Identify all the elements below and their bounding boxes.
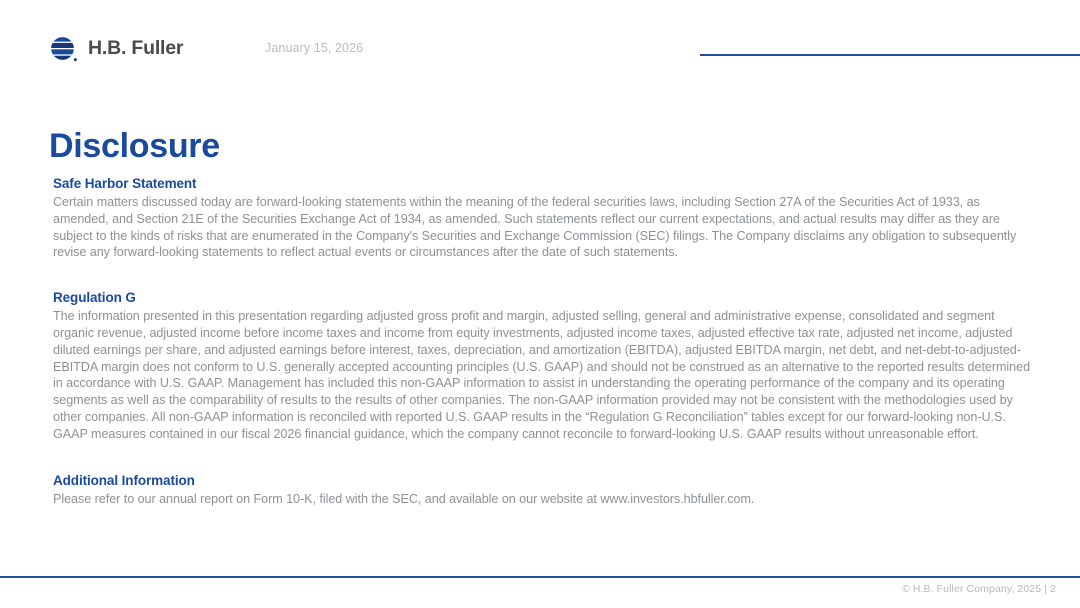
footer-divider-rule: [0, 576, 1080, 578]
header-divider-rule: [700, 54, 1080, 56]
page-title: Disclosure: [49, 126, 220, 165]
section-body-additional-information: Please refer to our annual report on Form 10-K, filed with the SEC, and available on our website at www.investors.hbfuller.com.: [53, 492, 755, 507]
brand-logo-lockup: [48, 33, 183, 64]
section-heading-safe-harbor: Safe Harbor Statement: [53, 176, 197, 191]
section-additional-information: [53, 472, 1031, 508]
hb-fuller-globe-logo-icon: [48, 33, 79, 64]
spacer-additional-information: [53, 442, 1031, 472]
section-regulation-g: [53, 289, 1031, 442]
spacer-regulation-g: [53, 261, 1031, 289]
footer-copyright-label: © H.B. Fuller Company, 2025 | 2: [901, 583, 1056, 595]
section-heading-regulation-g: Regulation G: [53, 290, 136, 306]
slide-header: [0, 0, 1080, 80]
brand-name-label: H.B. Fuller: [88, 36, 184, 59]
header-date-label: January 15, 2026: [265, 41, 364, 55]
section-body-regulation-g: The information presented in this presentation regarding adjusted gross profit and margin, adjusted selling, general and administrative expense, consolidated and segment organic revenue, adjusted income before income taxes and income from equity investments, adjusted income taxes, adjusted effective tax rate, adjusted net income, adjusted diluted earnings per share, and adjusted earnings before interest, taxes, depreciation, and amortization (EBITDA), adjusted EBITDA margin, net debt, and net-debt-to-adjusted-EBITDA margin does not conform to U.S. generally accepted accounting principles (U.S. GAAP) and should not be construed as an alternative to the reported results determined in accordance with U.S. GAAP. Management has included this non-GAAP information to assist in understanding the operating performance of the company and its operating segments as well as the comparability of results to the results of other companies. The non-GAAP information provided may not be consistent with the methodologies used by other companies. All non-GAAP information is reconciled with reported U.S. GAAP results in the “Regulation G Reconciliation” tables except for our forward-looking non-U.S. GAAP measures contained in our fiscal 2026 financial guidance, which the company cannot reconcile to forward-looking U.S. GAAP results without unreasonable effort.: [53, 309, 1031, 441]
section-body-safe-harbor: Certain matters discussed today are forward-looking statements within the meaning of the federal securities laws, including Section 27A of the Securities Act of 1933, as amended, and Section 21E of the Securities Exchange Act of 1934, as amended. Such statements reflect our current expectations, and actual results may differ as they are subject to the kinds of risks that are enumerated in the Company's Securities and Exchange Commission (SEC) filings. The Company disclaims any obligation to subsequently revise any forward-looking statements to reflect actual events or circumstances after the date of such statements.: [53, 195, 1017, 260]
slide-body: [53, 175, 1031, 508]
section-heading-additional-information: Additional Information: [53, 473, 195, 489]
section-safe-harbor: [53, 175, 1031, 261]
